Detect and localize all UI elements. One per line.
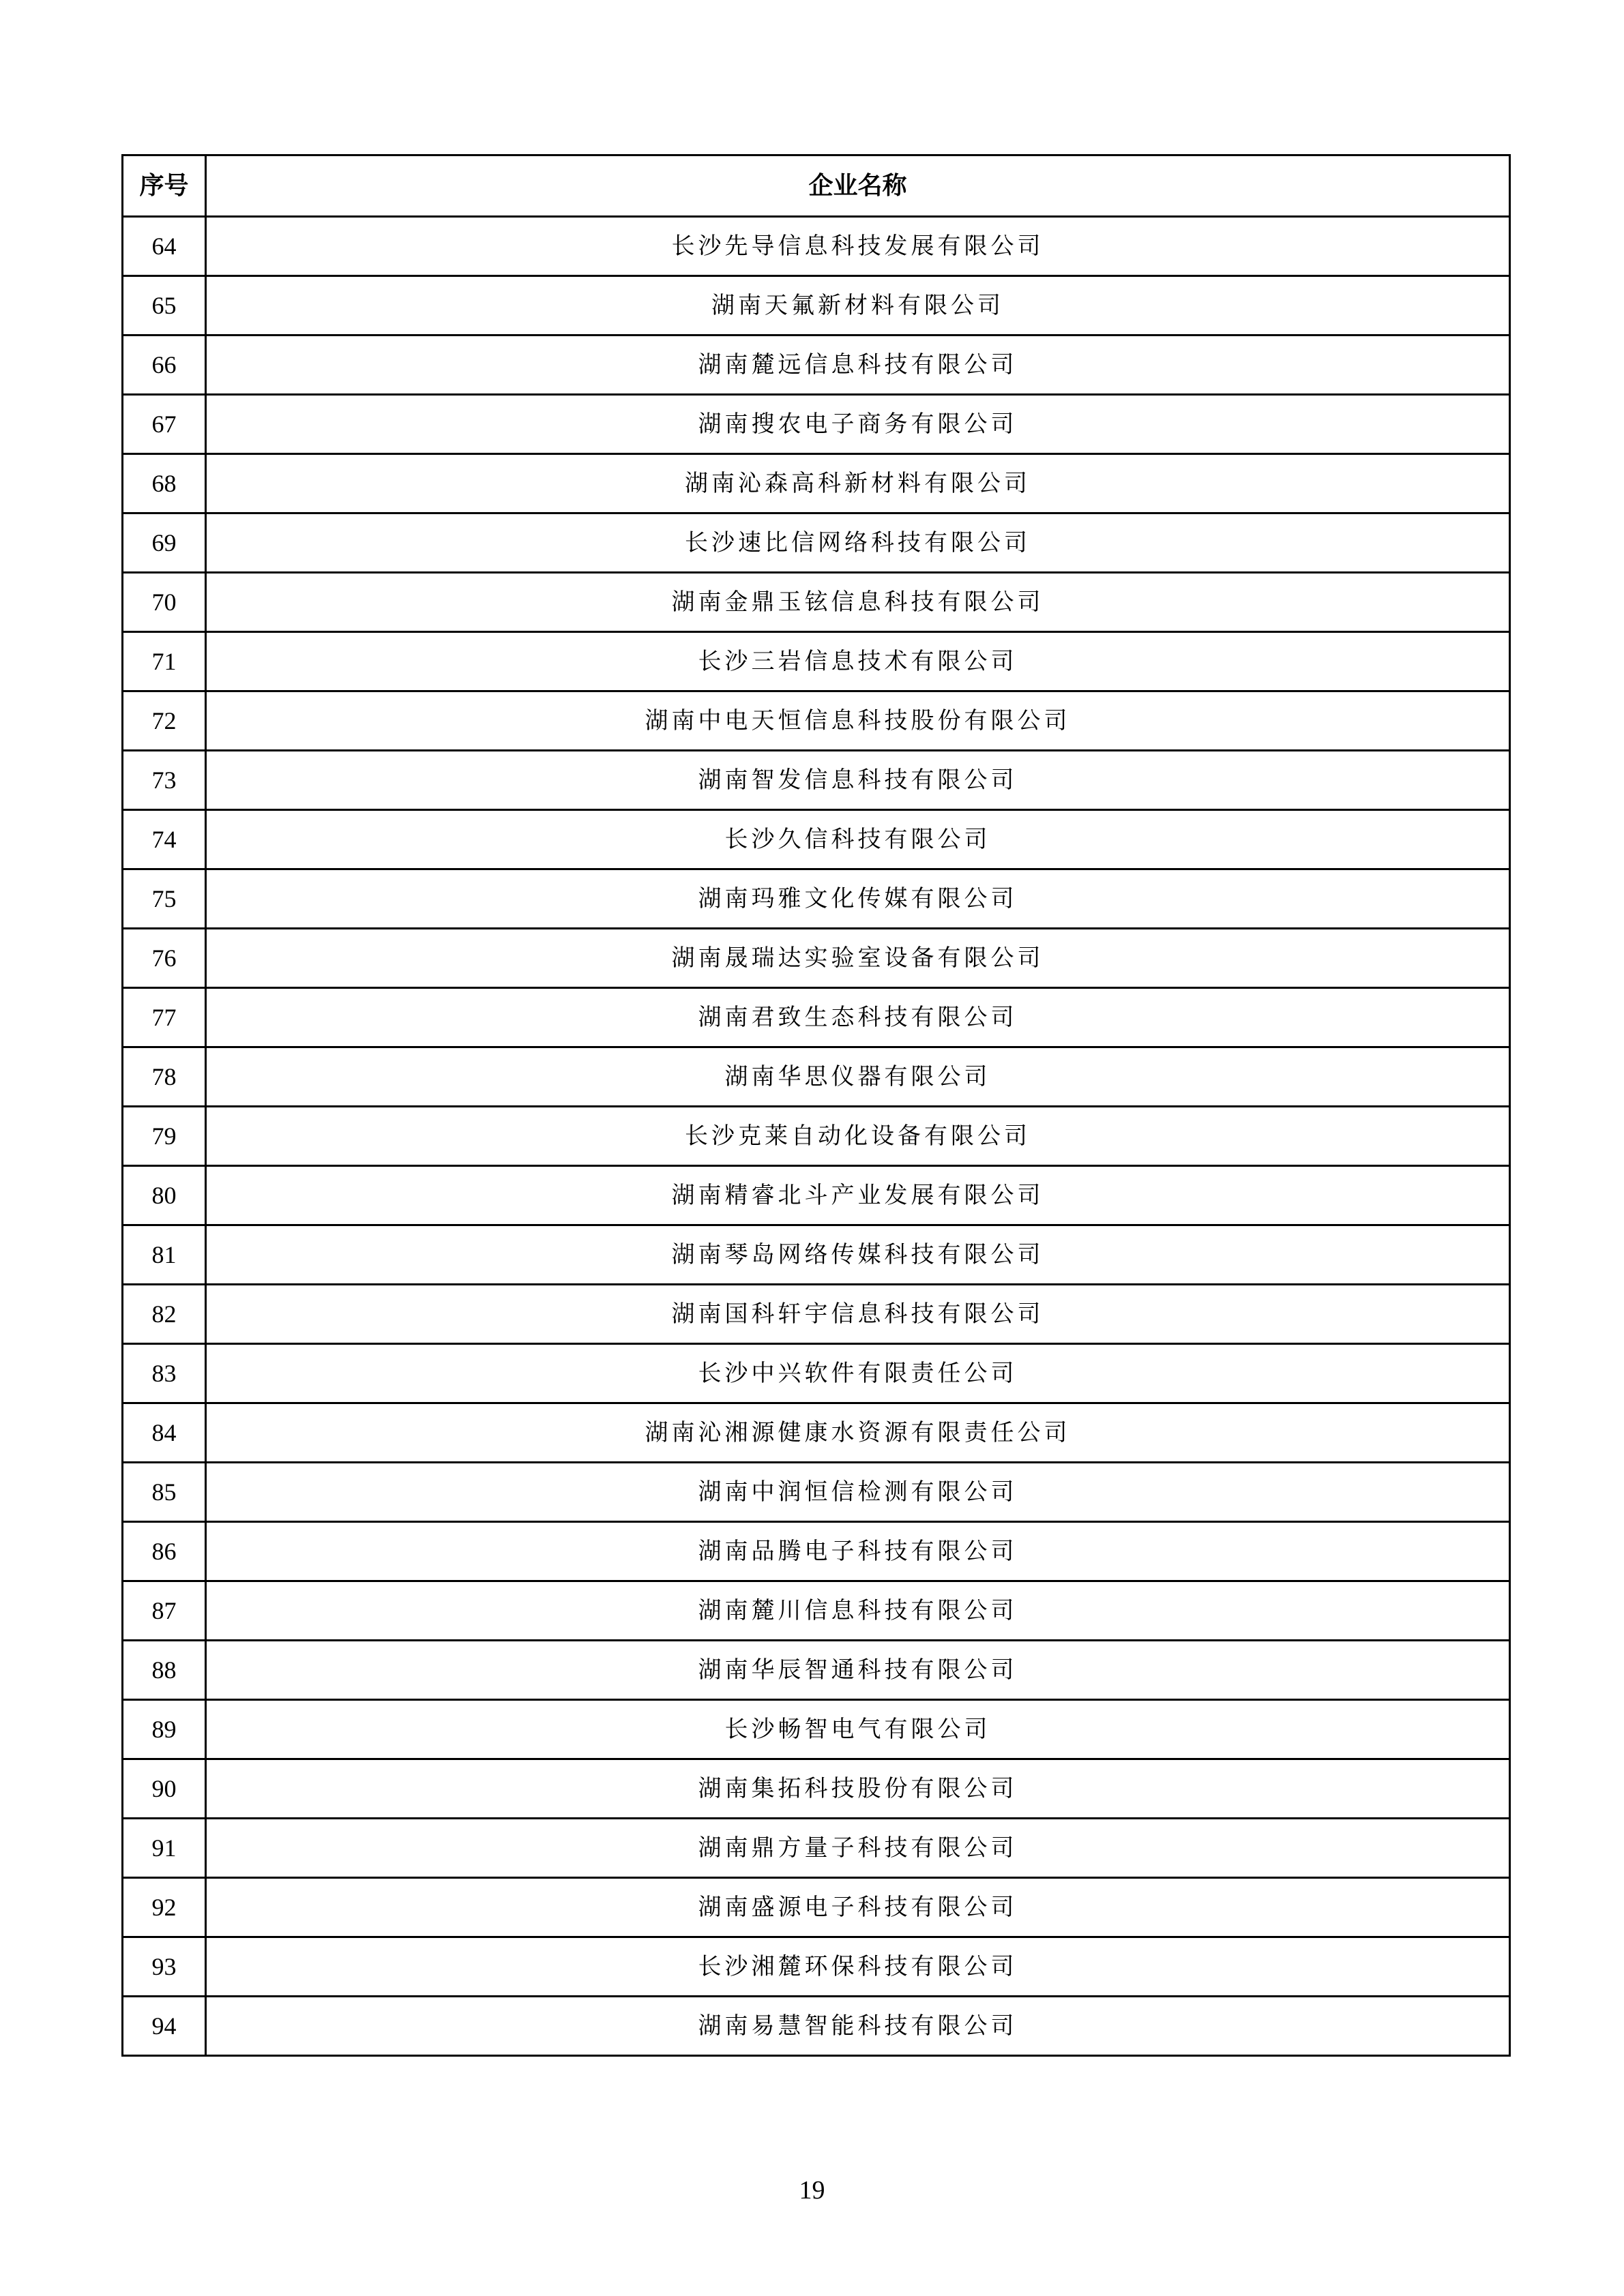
row-company-name: 湖南沁湘源健康水资源有限责任公司 (206, 1403, 1510, 1463)
row-index: 73 (123, 751, 206, 810)
table-row (123, 632, 1510, 691)
row-index: 72 (123, 691, 206, 751)
table-row (123, 1641, 1510, 1700)
table-row (123, 929, 1510, 988)
row-index: 94 (123, 1997, 206, 2056)
row-index: 78 (123, 1047, 206, 1107)
row-index: 80 (123, 1166, 206, 1225)
row-company-name: 长沙畅智电气有限公司 (206, 1700, 1510, 1759)
row-company-name: 湖南集拓科技股份有限公司 (206, 1759, 1510, 1819)
page-number: 19 (799, 2176, 825, 2205)
row-company-name: 湖南搜农电子商务有限公司 (206, 395, 1510, 454)
row-index: 79 (123, 1107, 206, 1166)
row-index: 68 (123, 454, 206, 513)
row-company-name: 湖南智发信息科技有限公司 (206, 751, 1510, 810)
row-index: 65 (123, 276, 206, 336)
table-row (123, 513, 1510, 573)
row-index: 76 (123, 929, 206, 988)
table-row (123, 1047, 1510, 1107)
table-row (123, 1819, 1510, 1878)
row-index: 83 (123, 1344, 206, 1403)
row-index: 77 (123, 988, 206, 1047)
table-row (123, 1285, 1510, 1344)
table-row (123, 988, 1510, 1047)
row-company-name: 湖南中电天恒信息科技股份有限公司 (206, 691, 1510, 751)
row-index: 74 (123, 810, 206, 869)
row-company-name: 湖南沁森高科新材料有限公司 (206, 454, 1510, 513)
row-company-name: 湖南麓川信息科技有限公司 (206, 1581, 1510, 1641)
row-index: 66 (123, 336, 206, 395)
table-row (123, 1463, 1510, 1522)
row-company-name: 湖南盛源电子科技有限公司 (206, 1878, 1510, 1937)
table-row (123, 1937, 1510, 1997)
table-row (123, 1759, 1510, 1819)
table-row (123, 810, 1510, 869)
table-row (123, 1581, 1510, 1641)
table-row (123, 869, 1510, 929)
row-index: 69 (123, 513, 206, 573)
enterprise-table (121, 154, 1511, 2057)
row-index: 87 (123, 1581, 206, 1641)
table-header-row (123, 155, 1510, 217)
row-index: 81 (123, 1225, 206, 1285)
row-company-name: 湖南中润恒信检测有限公司 (206, 1463, 1510, 1522)
table-body (123, 217, 1510, 2056)
row-index: 91 (123, 1819, 206, 1878)
row-company-name: 湖南玛雅文化传媒有限公司 (206, 869, 1510, 929)
table-row (123, 1997, 1510, 2056)
table-row (123, 1107, 1510, 1166)
table-row (123, 573, 1510, 632)
row-index: 75 (123, 869, 206, 929)
row-company-name: 湖南国科轩宇信息科技有限公司 (206, 1285, 1510, 1344)
table-row (123, 336, 1510, 395)
row-index: 92 (123, 1878, 206, 1937)
row-index: 70 (123, 573, 206, 632)
row-index: 82 (123, 1285, 206, 1344)
row-index: 93 (123, 1937, 206, 1997)
row-index: 86 (123, 1522, 206, 1581)
table-row (123, 1344, 1510, 1403)
row-company-name: 湖南华辰智通科技有限公司 (206, 1641, 1510, 1700)
row-company-name: 长沙久信科技有限公司 (206, 810, 1510, 869)
row-index: 67 (123, 395, 206, 454)
header-name: 企业名称 (206, 155, 1510, 217)
header-index: 序号 (123, 155, 206, 217)
row-index: 90 (123, 1759, 206, 1819)
row-company-name: 长沙三岩信息技术有限公司 (206, 632, 1510, 691)
row-company-name: 湖南华思仪器有限公司 (206, 1047, 1510, 1107)
table-row (123, 1225, 1510, 1285)
row-company-name: 湖南麓远信息科技有限公司 (206, 336, 1510, 395)
row-company-name: 湖南易慧智能科技有限公司 (206, 1997, 1510, 2056)
row-company-name: 湖南琴岛网络传媒科技有限公司 (206, 1225, 1510, 1285)
row-company-name: 湖南品腾电子科技有限公司 (206, 1522, 1510, 1581)
table-row (123, 1166, 1510, 1225)
table-row (123, 454, 1510, 513)
row-index: 89 (123, 1700, 206, 1759)
row-company-name: 湖南精睿北斗产业发展有限公司 (206, 1166, 1510, 1225)
table-row (123, 276, 1510, 336)
table-row (123, 1522, 1510, 1581)
table-row (123, 1403, 1510, 1463)
table-row (123, 691, 1510, 751)
row-index: 71 (123, 632, 206, 691)
table-row (123, 395, 1510, 454)
row-index: 64 (123, 217, 206, 276)
row-company-name: 湖南晟瑞达实验室设备有限公司 (206, 929, 1510, 988)
row-company-name: 长沙克莱自动化设备有限公司 (206, 1107, 1510, 1166)
table-row (123, 217, 1510, 276)
row-index: 88 (123, 1641, 206, 1700)
row-company-name: 湖南君致生态科技有限公司 (206, 988, 1510, 1047)
row-company-name: 湖南鼎方量子科技有限公司 (206, 1819, 1510, 1878)
row-index: 84 (123, 1403, 206, 1463)
table-row (123, 1878, 1510, 1937)
row-company-name: 湖南金鼎玉铉信息科技有限公司 (206, 573, 1510, 632)
row-index: 85 (123, 1463, 206, 1522)
table-row (123, 1700, 1510, 1759)
table-row (123, 751, 1510, 810)
row-company-name: 湖南天氟新材料有限公司 (206, 276, 1510, 336)
row-company-name: 长沙速比信网络科技有限公司 (206, 513, 1510, 573)
row-company-name: 长沙中兴软件有限责任公司 (206, 1344, 1510, 1403)
row-company-name: 长沙湘麓环保科技有限公司 (206, 1937, 1510, 1997)
row-company-name: 长沙先导信息科技发展有限公司 (206, 217, 1510, 276)
